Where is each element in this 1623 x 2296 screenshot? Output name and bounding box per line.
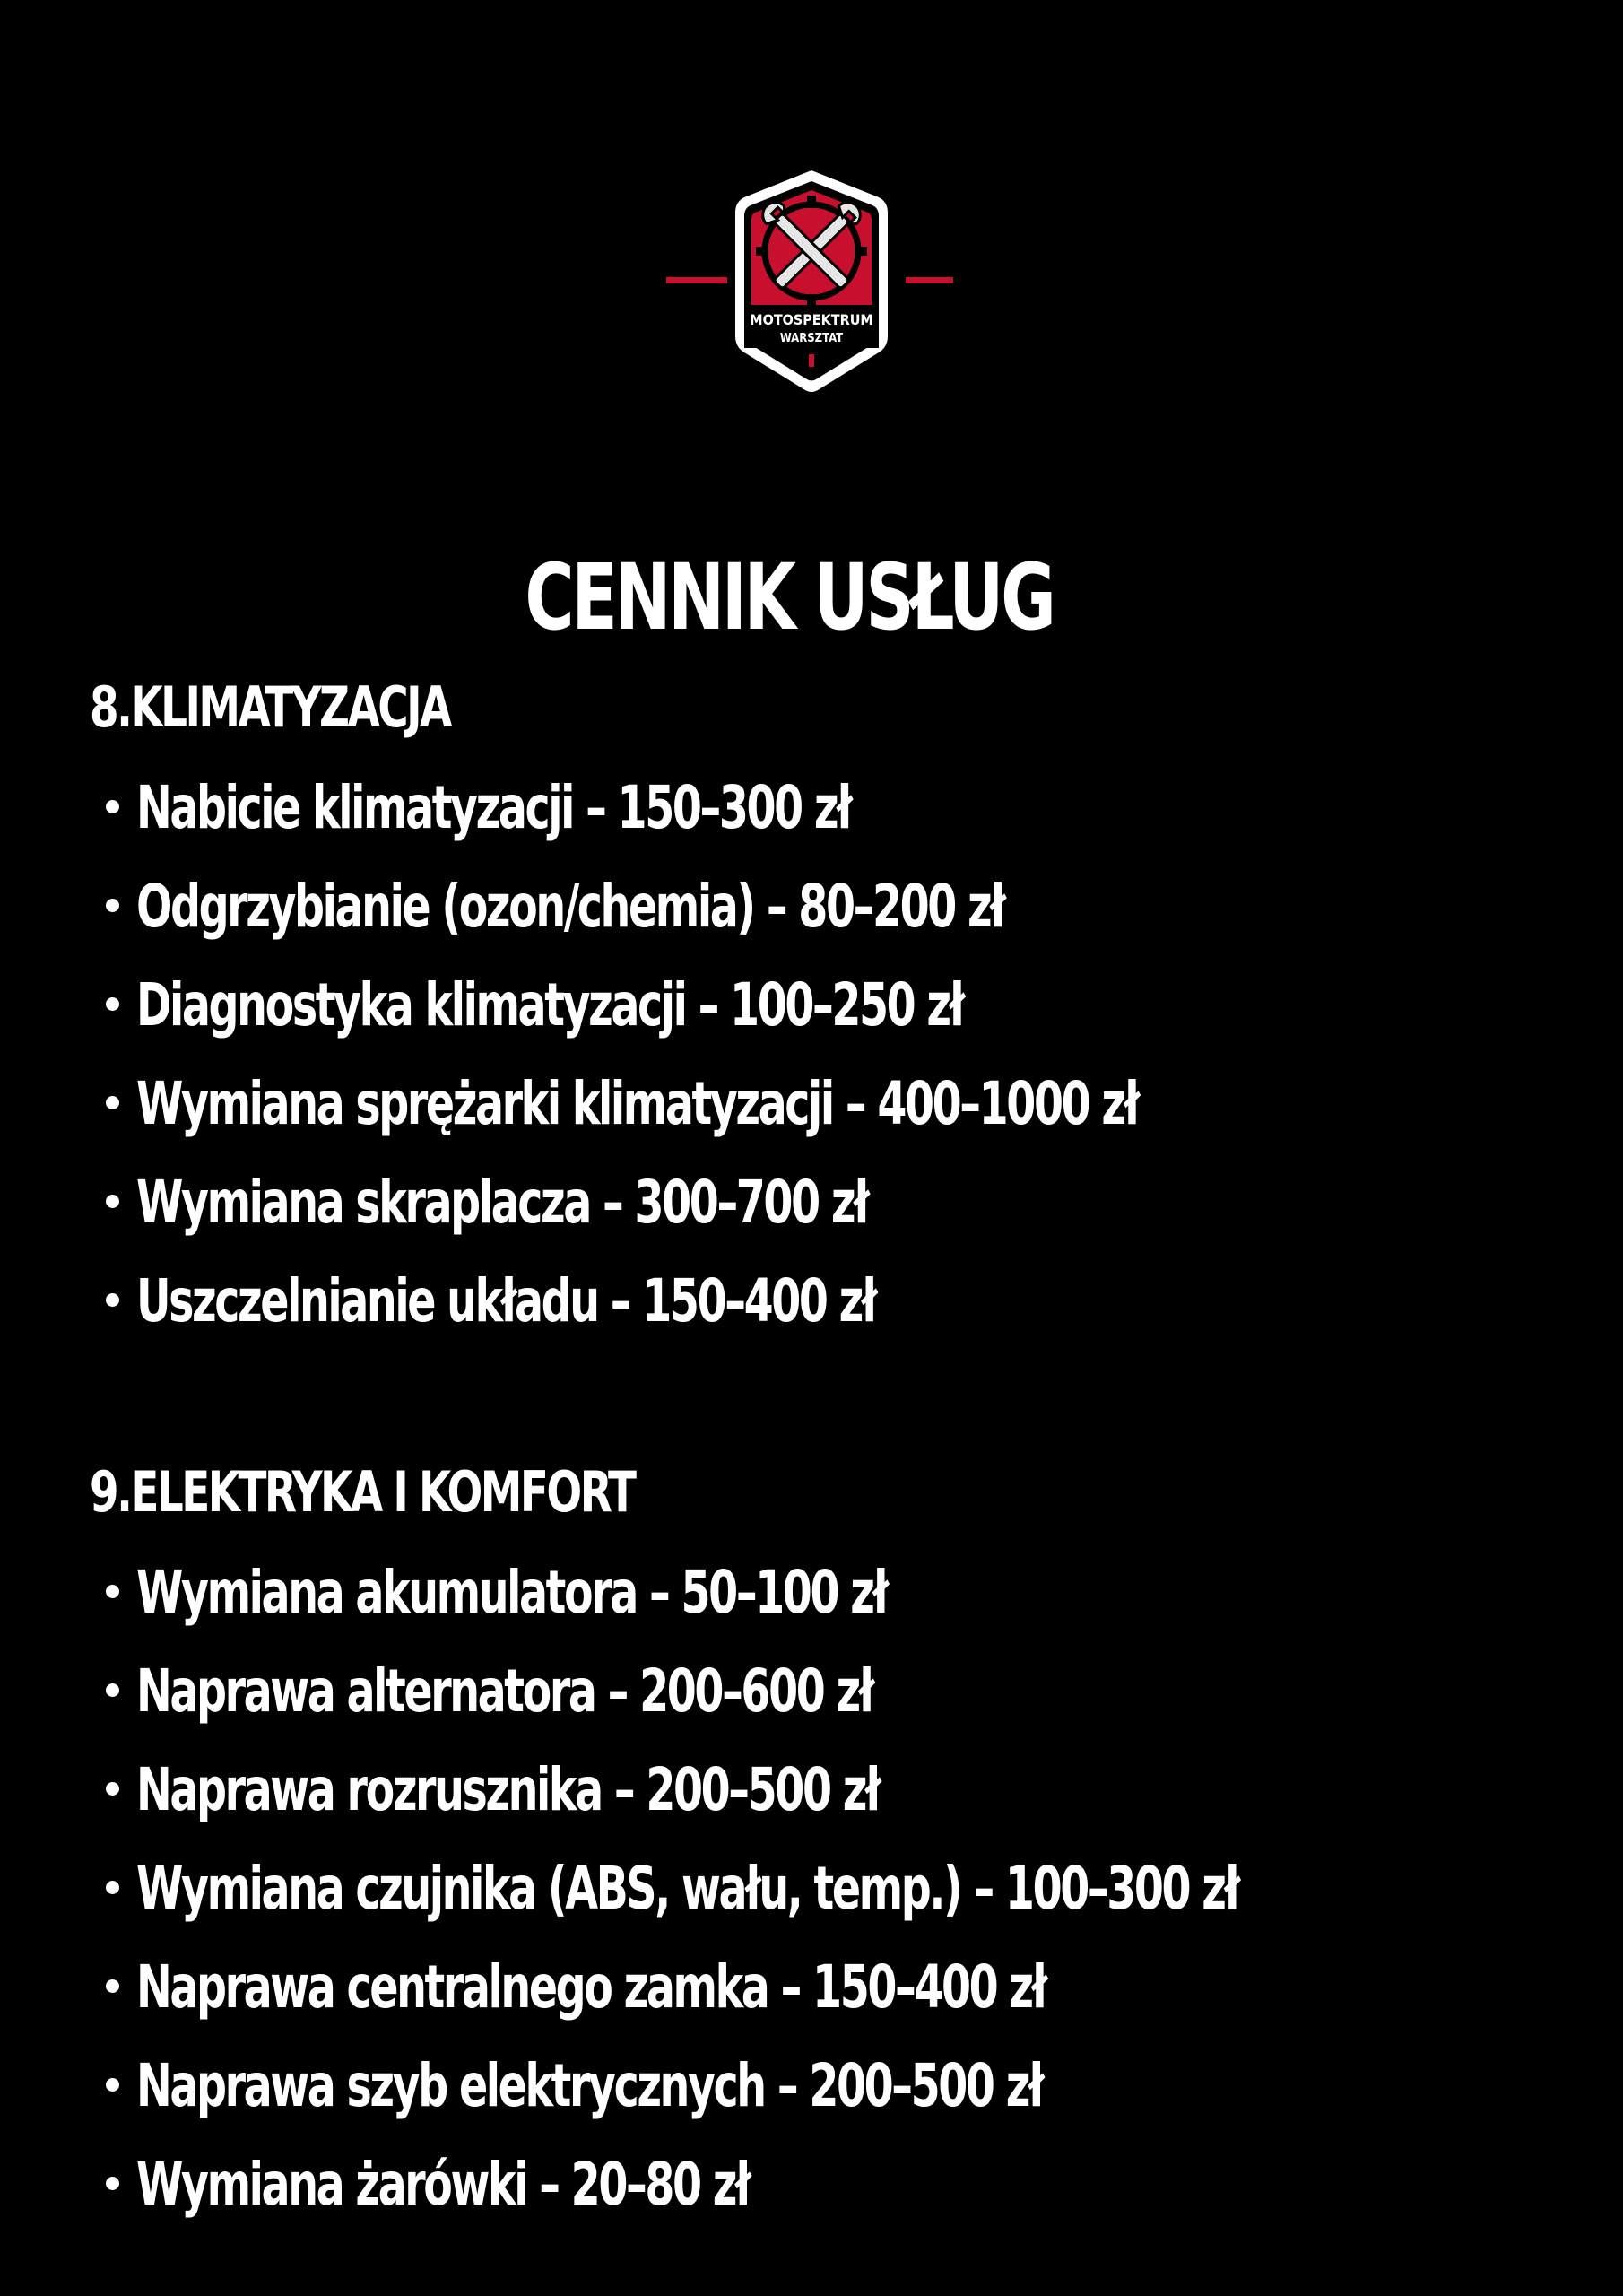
price-item [90, 1266, 1569, 1370]
price-item-text: Wymiana akumulatora – 50–100 zł [136, 1558, 887, 1627]
price-item [90, 1657, 1569, 1761]
section-heading: 8.KLIMATYZACJA [90, 674, 450, 740]
bullet-icon [106, 997, 119, 1011]
shield-logo-icon [664, 166, 959, 395]
price-item [90, 1558, 1569, 1662]
page-title: CENNIK USŁUG [525, 544, 1054, 652]
bullet-icon [106, 1979, 119, 1993]
price-item [90, 2150, 1569, 2254]
price-item [90, 970, 1569, 1074]
price-item-text: Nabicie klimatyzacji – 150–300 zł [136, 773, 851, 842]
bullet-icon [106, 899, 119, 912]
price-list [90, 773, 1569, 1370]
price-item-text: Naprawa rozrusznika – 200–500 zł [136, 1755, 880, 1824]
price-item [90, 1168, 1569, 1272]
price-item-text: Odgrzybianie (ozon/chemia) – 80–200 zł [136, 872, 1004, 941]
logo-text-line2: WARSZTAT [779, 332, 844, 345]
price-item [90, 872, 1569, 976]
price-item-text: Wymiana skraplacza – 300–700 zł [136, 1168, 868, 1237]
price-item-text: Naprawa alternatora – 200–600 zł [136, 1657, 872, 1726]
bullet-icon [106, 1881, 119, 1894]
price-list [90, 1558, 1569, 2254]
price-item-text: Uszczelnianie układu – 150–400 zł [136, 1266, 876, 1335]
price-item-text: Naprawa centralnego zamka – 150–400 zł [136, 1952, 1046, 2022]
bullet-icon [106, 800, 119, 813]
bullet-icon [106, 2078, 119, 2092]
price-item-text: Wymiana czujnika (ABS, wału, temp.) – 100–300 zł [136, 1854, 1238, 1923]
price-item [90, 2051, 1569, 2155]
bullet-icon [106, 2177, 119, 2190]
logo [0, 166, 1623, 395]
bullet-icon [106, 1195, 119, 1208]
price-item-text: Wymiana żarówki – 20–80 zł [136, 2150, 750, 2219]
bullet-icon [106, 1683, 119, 1697]
bullet-icon [106, 1782, 119, 1796]
section-heading: 9.ELEKTRYKA I KOMFORT [90, 1459, 635, 1525]
price-item-text: Diagnostyka klimatyzacji – 100–250 zł [136, 970, 963, 1039]
bullet-icon [106, 1096, 119, 1109]
bullet-icon [106, 1585, 119, 1598]
logo-text-line1: MOTOSPEKTRUM [750, 311, 873, 328]
price-item [90, 1854, 1569, 1958]
price-item [90, 1069, 1569, 1173]
section-elektryka [90, 1459, 1569, 2254]
price-item [90, 1755, 1569, 1859]
price-item [90, 773, 1569, 877]
price-item-text: Naprawa szyb elektrycznych – 200–500 zł [136, 2051, 1043, 2120]
bullet-icon [106, 1293, 119, 1307]
section-klimatyzacja [90, 674, 1569, 1370]
price-item [90, 1952, 1569, 2057]
price-item-text: Wymiana sprężarki klimatyzacji – 400–1000 zł [136, 1069, 1138, 1138]
